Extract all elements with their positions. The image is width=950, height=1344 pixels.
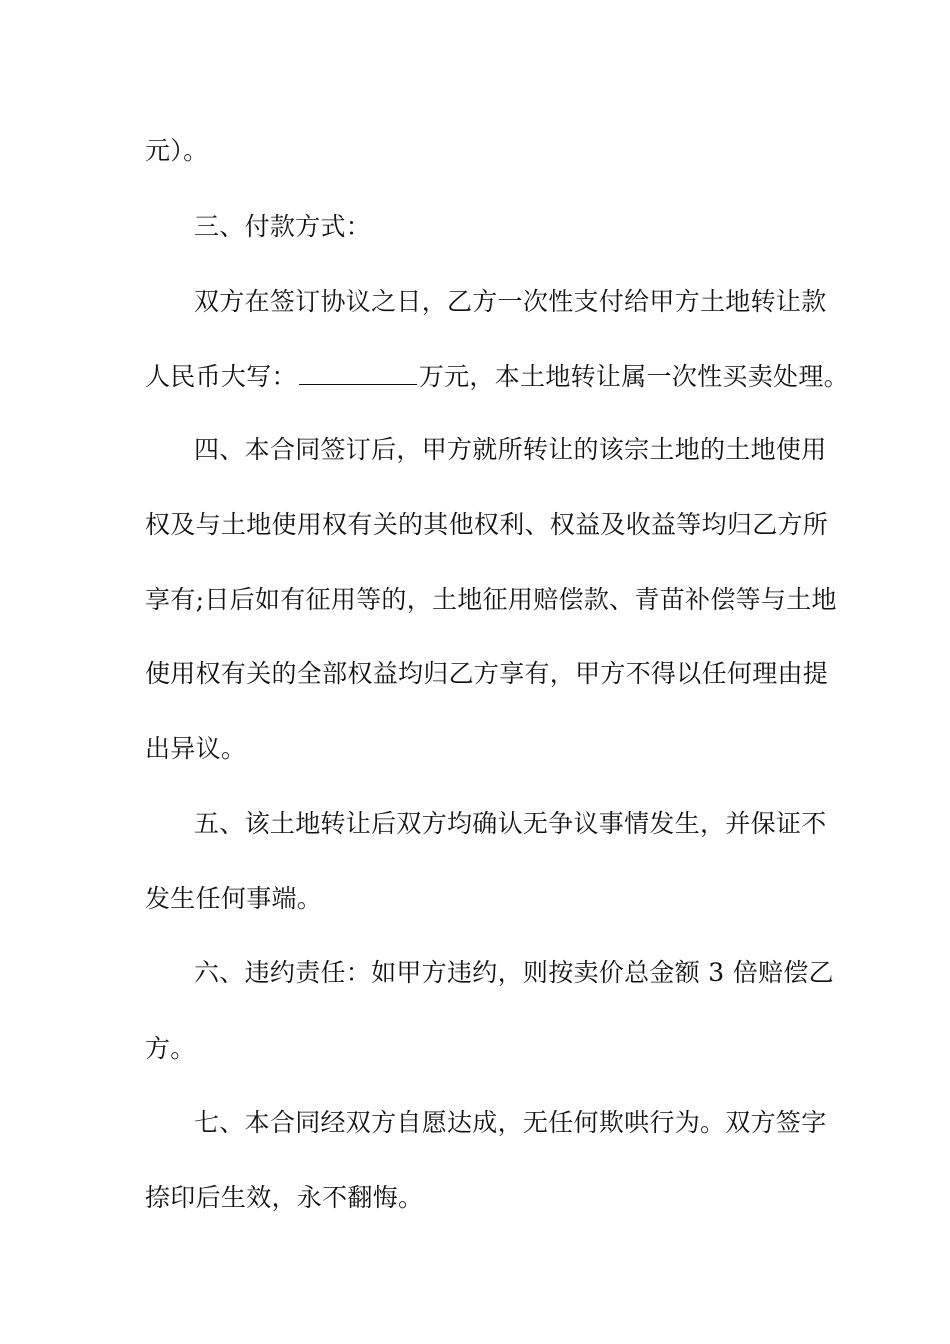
paragraph-line: 五、该土地转让后双方均确认无争议事情发生，并保证不	[194, 809, 827, 838]
paragraph-line: 出异议。	[145, 734, 247, 763]
paragraph-line: 方。	[145, 1034, 196, 1063]
payment-prefix: 人民币大写：	[145, 362, 297, 391]
section-heading-payment: 三、付款方式：	[194, 212, 372, 241]
paragraph-line: 六、违约责任：如甲方违约，则按卖价总金额 3 倍赔偿乙	[194, 958, 834, 987]
paragraph-line: 元）。	[145, 136, 209, 165]
paragraph-line: 享有;日后如有征用等的，土地征用赔偿款、青苗补偿等与土地	[145, 585, 837, 614]
paragraph-line: 权及与土地使用权有关的其他权利、权益及收益等均归乙方所	[145, 510, 829, 539]
payment-suffix: 万元，本土地转让属一次性买卖处理。	[418, 362, 849, 391]
paragraph-line: 使用权有关的全部权益均归乙方享有，甲方不得以任何理由提	[145, 659, 829, 688]
payment-amount-line	[145, 359, 849, 395]
amount-blank	[299, 362, 417, 385]
paragraph-line: 发生任何事端。	[145, 884, 323, 913]
paragraph-line: 捺印后生效，永不翻悔。	[145, 1183, 424, 1212]
paragraph-line: 七、本合同经双方自愿达成，无任何欺哄行为。双方签字	[194, 1108, 827, 1137]
paragraph-line: 双方在签订协议之日，乙方一次性支付给甲方土地转让款	[194, 287, 827, 316]
paragraph-line: 四、本合同签订后，甲方就所转让的该宗土地的土地使用	[194, 435, 827, 464]
